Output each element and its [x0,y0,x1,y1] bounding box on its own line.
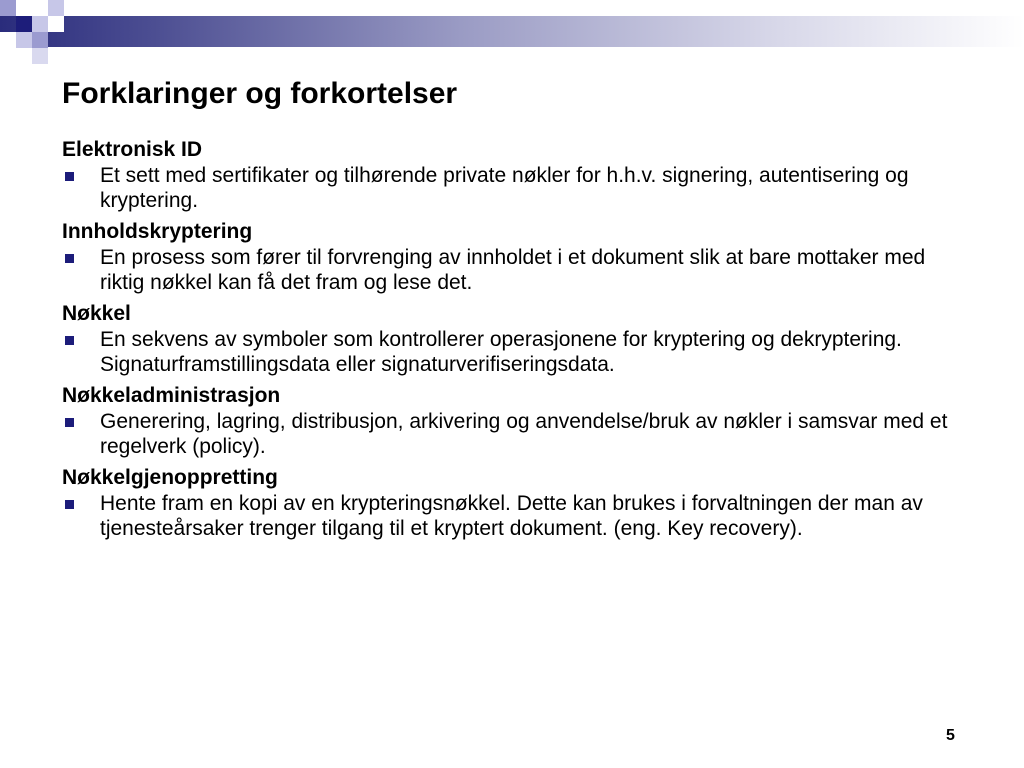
decorative-square [16,32,32,48]
definition-bullet [62,410,962,459]
decorative-square [0,0,16,16]
definition-bullet [62,246,962,295]
square-bullet-icon [65,336,74,345]
decorative-square [32,48,48,64]
term-heading: Innholdskryptering [62,220,253,243]
decorative-square [48,0,64,16]
slide-title: Forklaringer og forkortelser [62,77,458,110]
definition-text: En sekvens av symboler som kontrollerer operasjonene for kryptering og dekryptering. Signaturframstillingsdata eller signaturverifiseringsdata. [100,328,902,376]
square-bullet-icon [65,418,74,427]
definition-entry [62,136,962,213]
definition-text: Generering, lagring, distribusjon, arkivering og anvendelse/bruk av nøkler i samsvar med et regelverk (policy). [100,410,948,458]
decorative-square [32,16,48,32]
decorative-square [64,0,78,16]
square-bullet-icon [65,172,74,181]
definition-bullet [62,164,962,213]
term-heading: Nøkkelgjenoppretting [62,466,278,489]
term-heading: Nøkkeladministrasjon [62,384,281,407]
square-bullet-icon [65,500,74,509]
decorative-square [32,0,48,16]
definition-bullet [62,328,962,377]
definition-entry [62,464,962,541]
page-number: 5 [946,727,955,744]
decorative-square [32,32,48,48]
decorative-square [16,16,32,32]
term-heading: Elektronisk ID [62,138,203,161]
header-gradient-band [0,16,1024,47]
definition-entry [62,382,962,459]
definition-text: Hente fram en kopi av en krypteringsnøkkel. Dette kan brukes i forvaltningen der man av tjenesteårsaker trenger tilgang til et kryptert dokument. (eng. Key recovery). [100,492,923,540]
decorative-square [0,32,16,48]
definition-text: En prosess som fører til forvrenging av innholdet i et dokument slik at bare mottaker med riktig nøkkel kan få det fram og lese det. [100,246,926,294]
square-bullet-icon [65,254,74,263]
definition-text: Et sett med sertifikater og tilhørende private nøkler for h.h.v. signering, autentisering og kryptering. [100,164,909,212]
decorative-square [48,16,64,32]
definition-list [62,136,962,546]
term-heading: Nøkkel [62,302,131,325]
definition-entry [62,218,962,295]
definition-bullet [62,492,962,541]
definition-entry [62,300,962,377]
